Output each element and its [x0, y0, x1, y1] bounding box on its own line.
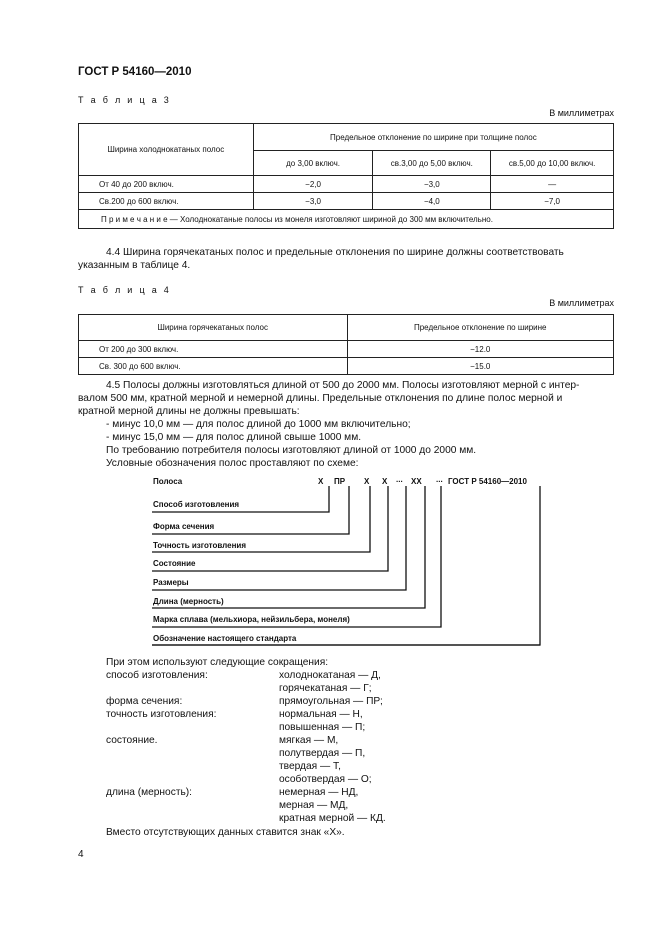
abbr-value: мягкая — М,: [279, 735, 339, 746]
table3-cell: —: [491, 176, 614, 193]
scheme-token: Х: [382, 477, 388, 486]
page-number: 4: [78, 849, 84, 860]
table3-subheader: св.5,00 до 10,00 включ.: [491, 151, 614, 176]
abbr-value: горячекатаная — Г;: [279, 683, 372, 694]
scheme-token: ...: [436, 475, 443, 484]
abbr-term: способ изготовления:: [106, 670, 208, 681]
table4-header: Ширина горячекатаных полос: [79, 315, 348, 341]
scheme-title: Полоса: [153, 477, 183, 486]
table3-cell: −3,0: [373, 176, 491, 193]
table4-units: В миллиметрах: [549, 298, 614, 308]
scheme-label: Марка сплава (мельхиора, нейзильбера, монеля): [153, 615, 350, 624]
table3-row-label: От 40 до 200 включ.: [79, 176, 254, 193]
abbr-value: немерная — НД,: [279, 787, 359, 798]
table3-caption: Т а б л и ц а 3: [78, 95, 172, 105]
abbr-value: прямоугольная — ПР;: [279, 696, 383, 707]
scheme-label: Состояние: [153, 559, 196, 568]
abbr-term: состояние.: [106, 735, 158, 746]
abbreviations-intro: При этом используют следующие сокращения:: [106, 657, 329, 668]
abbr-value: мерная — МД,: [279, 800, 349, 811]
table3-subheader: св.3,00 до 5,00 включ.: [373, 151, 491, 176]
abbr-term: форма сечения:: [106, 696, 183, 707]
table3-group-header: Предельное отклонение по ширине при толщине полос: [253, 124, 613, 151]
abbr-term: точность изготовления:: [106, 709, 217, 720]
table3-col1-header: Ширина холоднокатаных полос: [79, 124, 254, 176]
table4-row-label: От 200 до 300 включ.: [79, 341, 348, 358]
abbr-value: полутвердая — П,: [279, 748, 366, 759]
scheme-label: Точность изготовления: [153, 541, 246, 550]
scheme-label: Способ изготовления: [153, 500, 240, 509]
para-4-4-line1: 4.4 Ширина горячекатаных полос и предельные отклонения по ширине должны соответствовать: [106, 247, 564, 258]
abbr-term: длина (мерность):: [106, 787, 193, 798]
para-4-5-line: кратной мерной длины не должны превышать:: [78, 406, 300, 417]
table3-cell: −7,0: [491, 193, 614, 210]
table4-row-label: Св. 300 до 600 включ.: [79, 358, 348, 375]
table4-cell: −12.0: [347, 341, 614, 358]
scheme-token: Х: [364, 477, 370, 486]
scheme-label: Форма сечения: [153, 522, 215, 531]
abbr-value: повышенная — П;: [279, 722, 366, 733]
scheme-token: ГОСТ Р 54160—2010: [448, 477, 527, 486]
para-4-5-line: валом 500 мм, кратной мерной и немерной длины. Предельные отклонения по длине полос мерной и: [78, 393, 563, 404]
abbr-value: особотвердая — О;: [279, 774, 372, 785]
abbreviations-closing: Вместо отсутствующих данных ставится знак «Х».: [106, 827, 345, 838]
scheme-label: Размеры: [153, 578, 189, 587]
para-4-5-line: - минус 15,0 мм — для полос длиной свыше 1000 мм.: [106, 432, 362, 443]
scheme-token: ХХ: [411, 477, 422, 486]
para-4-5-line: 4.5 Полосы должны изготовляться длиной от 500 до 2000 мм. Полосы изготовляют мерной с интер-: [106, 380, 580, 391]
para-4-5-line: Условные обозначения полос проставляют по схеме:: [106, 458, 359, 469]
table3-row-label: Св.200 до 600 включ.: [79, 193, 254, 210]
table3-cell: −2,0: [253, 176, 373, 193]
abbr-value: нормальная — Н,: [279, 709, 363, 720]
standard-header: ГОСТ Р 54160—2010: [78, 66, 192, 78]
table3-units: В миллиметрах: [549, 108, 614, 118]
table3-note: П р и м е ч а н и е — Холоднокатаные полосы из монеля изготовляют шириной до 300 мм включительно.: [79, 210, 614, 229]
para-4-5-line: По требованию потребителя полосы изготовляют длиной от 1000 до 2000 мм.: [106, 445, 477, 456]
table3-subheader: до 3,00 включ.: [253, 151, 373, 176]
table4-cell: −15.0: [347, 358, 614, 375]
table3-cell: −3,0: [253, 193, 373, 210]
table4-header: Предельное отклонение по ширине: [347, 315, 614, 341]
scheme-label: Длина (мерность): [153, 597, 224, 606]
scheme-token: ПР: [334, 477, 346, 486]
scheme-token: Х: [318, 477, 324, 486]
scheme-label: Обозначение настоящего стандарта: [153, 634, 297, 643]
table4-caption: Т а б л и ц а 4: [78, 285, 172, 295]
para-4-5-line: - минус 10,0 мм — для полос длиной до 1000 мм включительно;: [106, 419, 411, 430]
table3-cell: −4,0: [373, 193, 491, 210]
abbr-value: кратная мерной — КД.: [279, 813, 386, 824]
scheme-token: ...: [396, 475, 403, 484]
abbr-value: холоднокатаная — Д,: [279, 670, 381, 681]
abbr-value: твердая — Т,: [279, 761, 341, 772]
para-4-4-line2: указанным в таблице 4.: [78, 260, 191, 271]
